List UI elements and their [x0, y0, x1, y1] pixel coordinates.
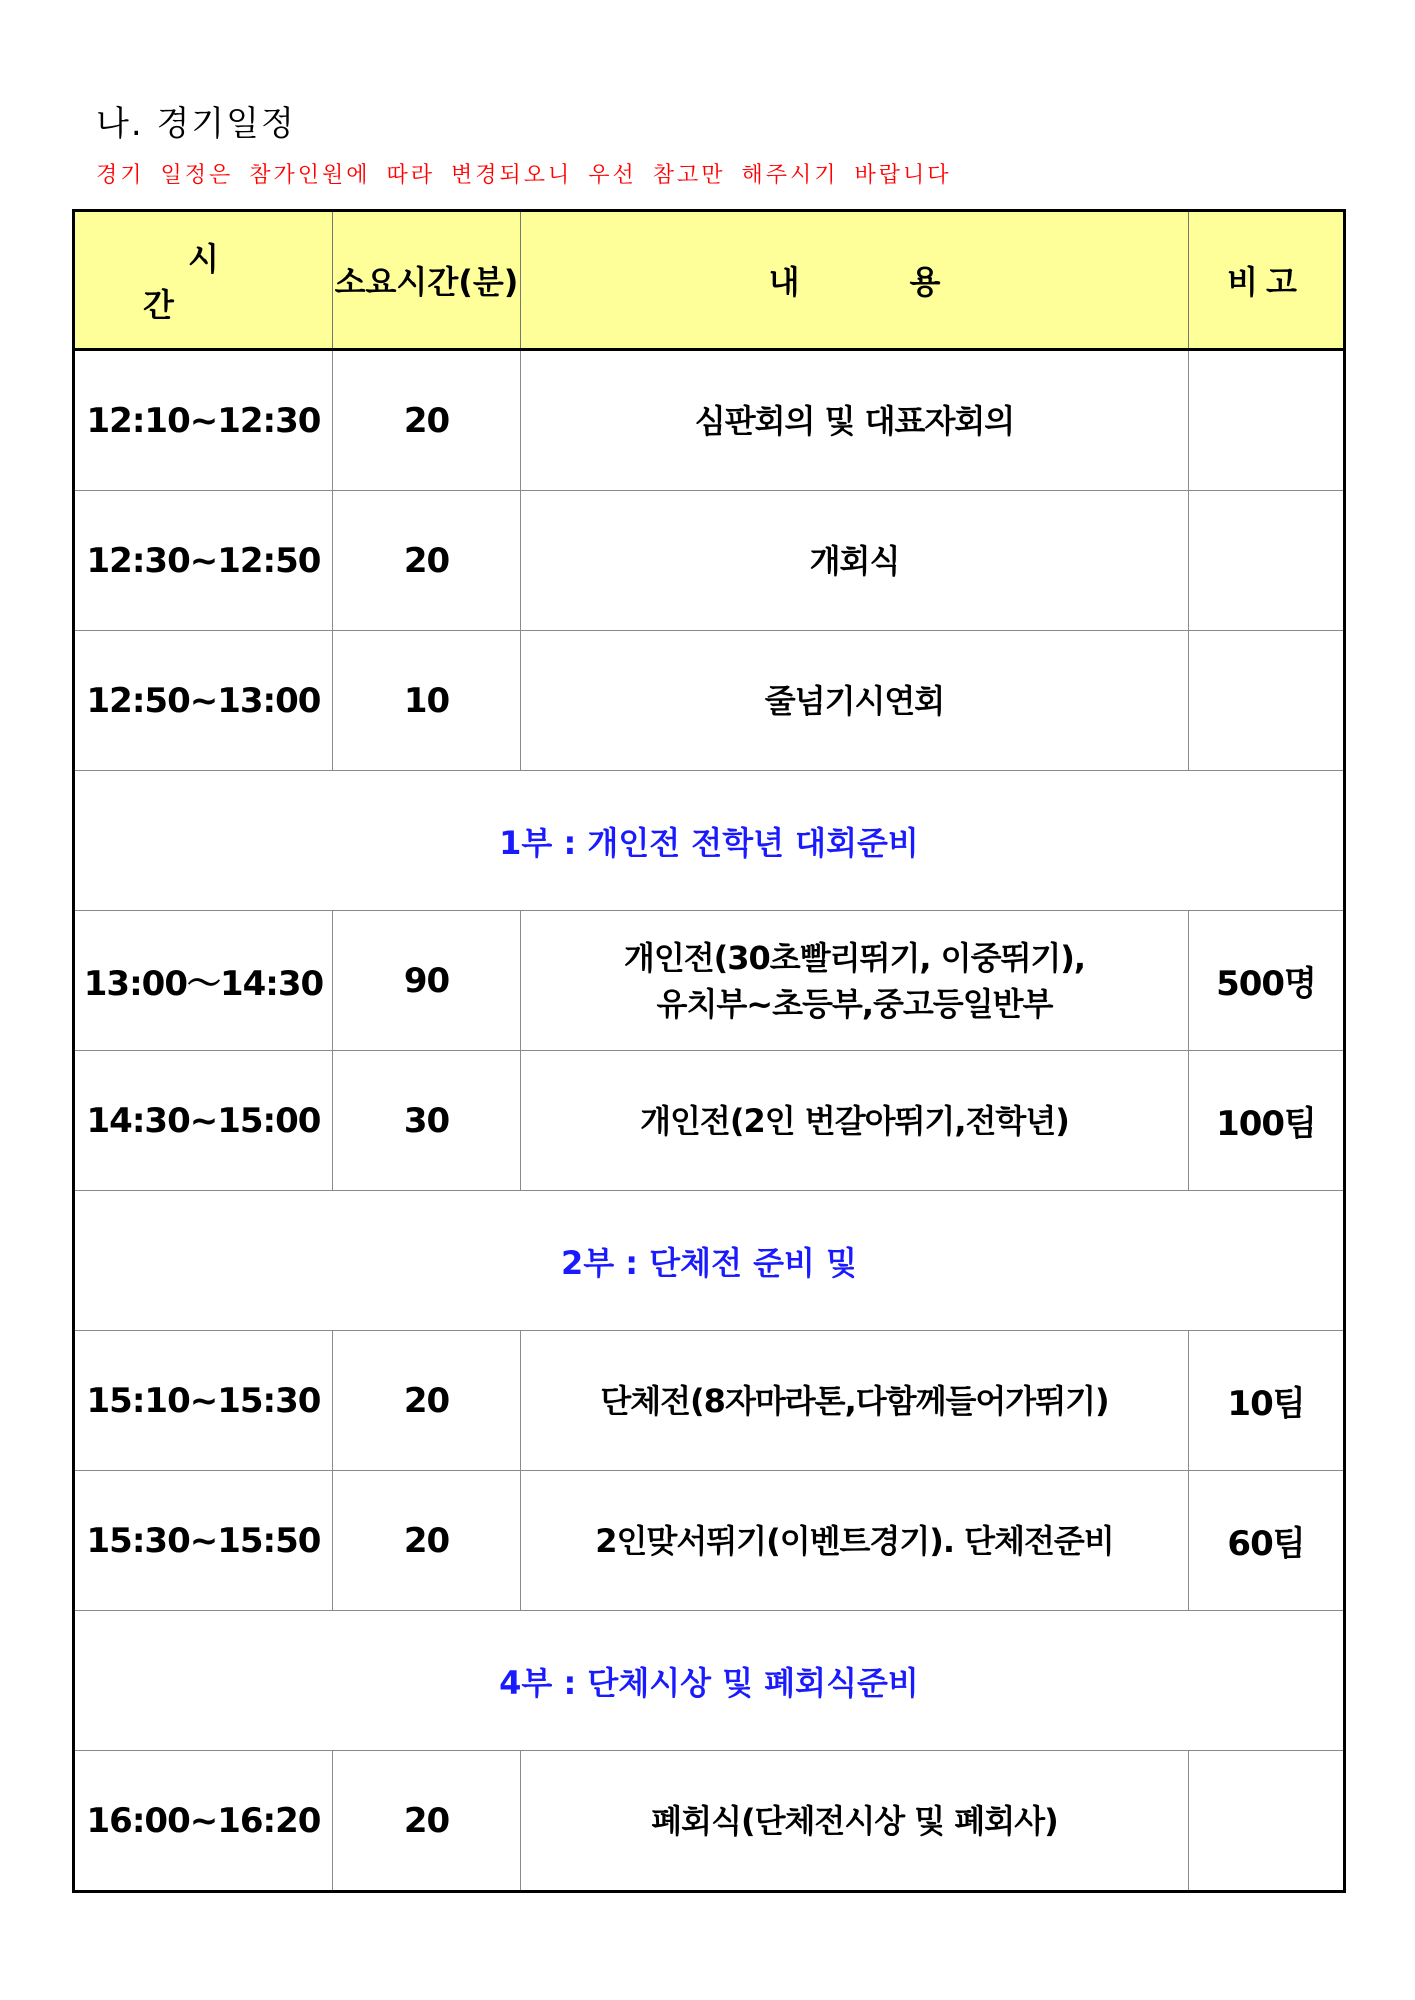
duration-cell: 20: [333, 491, 521, 631]
duration-cell: 10: [333, 631, 521, 771]
schedule-table: [72, 209, 1346, 1893]
content-line: 폐회식(단체전시상 및 폐회사): [651, 1801, 1058, 1840]
schedule-body: [74, 350, 1345, 1892]
duration-cell: 30: [333, 1051, 521, 1191]
time-cell: 12:30~12:50: [74, 491, 333, 631]
table-row: [74, 1751, 1345, 1892]
header-note: 비고: [1189, 211, 1345, 350]
content-line: 개회식: [809, 541, 900, 580]
content-cell: [521, 1751, 1189, 1892]
time-cell: 15:30~15:50: [74, 1471, 333, 1611]
time-cell: 13:00～14:30: [74, 911, 333, 1051]
content-cell: [521, 350, 1189, 491]
table-row: [74, 1471, 1345, 1611]
table-row: [74, 350, 1345, 491]
header-duration: 소요시간(분): [333, 211, 521, 350]
content-cell: [521, 911, 1189, 1051]
section-row: [74, 1191, 1345, 1331]
note-cell: [1189, 491, 1345, 631]
content-line: 개인전(30초빨리뛰기, 이중뛰기),: [623, 938, 1086, 977]
note-cell: [1189, 631, 1345, 771]
duration-cell: 20: [333, 350, 521, 491]
note-cell: [1189, 1751, 1345, 1892]
duration-cell: 20: [333, 1471, 521, 1611]
content-cell: [521, 491, 1189, 631]
time-cell: 16:00~16:20: [74, 1751, 333, 1892]
section-row: [74, 1611, 1345, 1751]
header-content: 내용: [521, 211, 1189, 350]
section-label: 4부 : 단체시상 및 폐회식준비: [74, 1611, 1345, 1751]
content-cell: [521, 1471, 1189, 1611]
note-cell: 500명: [1189, 911, 1345, 1051]
section-label: 2부 : 단체전 준비 및: [74, 1191, 1345, 1331]
note-cell: 10팀: [1189, 1331, 1345, 1471]
table-row: [74, 1051, 1345, 1191]
note-cell: 100팀: [1189, 1051, 1345, 1191]
section-heading: 나. 경기일정: [96, 104, 296, 144]
content-cell: [521, 1051, 1189, 1191]
content-line: 줄넘기시연회: [764, 681, 945, 720]
content-cell: [521, 1331, 1189, 1471]
time-cell: 12:10~12:30: [74, 350, 333, 491]
header-time: 시간: [74, 211, 333, 350]
duration-cell: 20: [333, 1331, 521, 1471]
content-line: 단체전(8자마라톤,다함께들어가뛰기): [600, 1381, 1109, 1420]
section-label: 1부 : 개인전 전학년 대회준비: [74, 771, 1345, 911]
section-row: [74, 771, 1345, 911]
content-line: 심판회의 및 대표자회의: [694, 401, 1015, 440]
content-line: 유치부~초등부,중고등일반부: [656, 984, 1053, 1023]
time-cell: 12:50~13:00: [74, 631, 333, 771]
note-cell: [1189, 350, 1345, 491]
time-cell: 15:10~15:30: [74, 1331, 333, 1471]
content-line: 개인전(2인 번갈아뛰기,전학년): [640, 1101, 1069, 1140]
table-row: [74, 631, 1345, 771]
table-header-row: [74, 211, 1345, 350]
time-cell: 14:30~15:00: [74, 1051, 333, 1191]
table-row: [74, 1331, 1345, 1471]
duration-cell: 20: [333, 1751, 521, 1892]
content-line: 2인맞서뛰기(이벤트경기). 단체전준비: [595, 1521, 1114, 1560]
schedule-notice: 경기 일정은 참가인원에 따라 변경되오니 우선 참고만 해주시기 바랍니다: [96, 163, 952, 188]
duration-cell: 90: [333, 911, 521, 1051]
note-cell: 60팀: [1189, 1471, 1345, 1611]
content-cell: [521, 631, 1189, 771]
table-row: [74, 911, 1345, 1051]
table-row: [74, 491, 1345, 631]
